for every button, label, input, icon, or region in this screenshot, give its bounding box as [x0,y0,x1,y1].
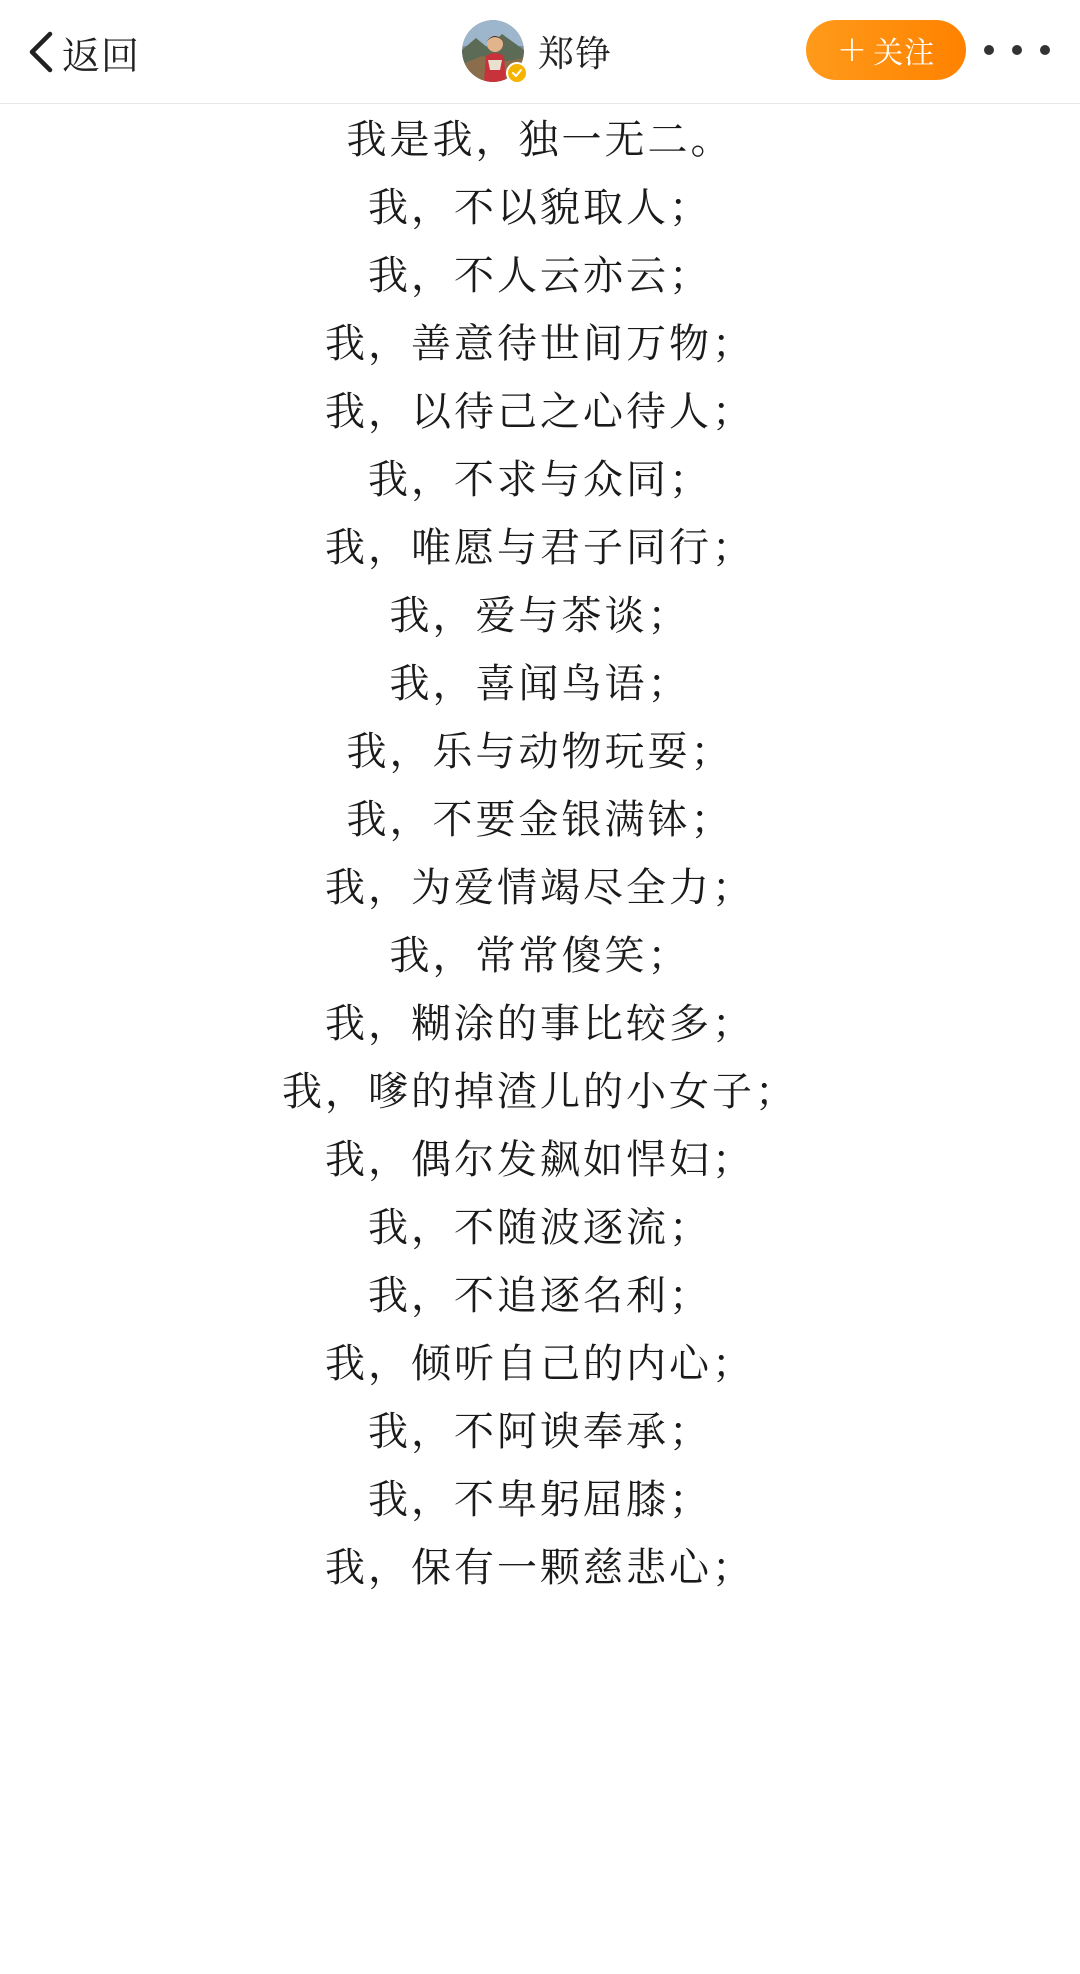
back-label: 返回 [62,33,141,78]
poem-line: 我，爱与茶谈； [389,593,691,639]
poem-line: 我，嗲的掉渣儿的小女子； [282,1069,798,1115]
more-options-button[interactable] [984,28,1050,72]
more-dots-icon [1012,45,1022,55]
poem-line: 我，不随波逐流； [368,1205,712,1251]
poem-line: 我，糊涂的事比较多； [325,1001,755,1047]
top-navigation-bar [0,0,1080,104]
poem-line: 我，为爱情竭尽全力； [325,865,755,911]
poem-line: 我，喜闻鸟语； [389,661,691,707]
poem-line: 我，不追逐名利； [368,1273,712,1319]
plus-icon: + [836,29,868,70]
poem-line: 我，偶尔发飙如悍妇； [325,1137,755,1183]
poem-line: 我，保有一颗慈悲心； [325,1545,755,1591]
poem-line: 我，善意待世间万物； [325,321,755,367]
poem-line: 我，不要金银满钵； [346,797,734,843]
poem-line: 我，不求与众同； [368,457,712,503]
follow-button[interactable] [806,20,966,80]
poem-line: 我，不人云亦云； [368,253,712,299]
avatar[interactable] [462,20,524,82]
poem-line: 我，不阿谀奉承； [368,1409,712,1455]
poem-line: 我是我，独一无二。 [346,117,734,163]
poem-line: 我，常常傻笑； [389,933,691,979]
back-button[interactable] [24,22,140,82]
poem-line: 我，乐与动物玩耍； [346,729,734,775]
verified-badge-icon [506,62,528,84]
more-dots-icon [1040,45,1050,55]
author-profile[interactable] [462,18,612,84]
more-dots-icon [984,45,994,55]
poem-line: 我，不以貌取人； [368,185,712,231]
poem-line: 我，以待己之心待人； [325,389,755,435]
author-name[interactable]: 郑铮 [538,33,613,75]
follow-label: 关注 [873,36,936,71]
poem-line: 我，唯愿与君子同行； [325,525,755,571]
poem-line: 我，不卑躬屈膝； [368,1477,712,1523]
chevron-left-icon [24,28,58,76]
poem-line: 我，倾听自己的内心； [325,1341,755,1387]
